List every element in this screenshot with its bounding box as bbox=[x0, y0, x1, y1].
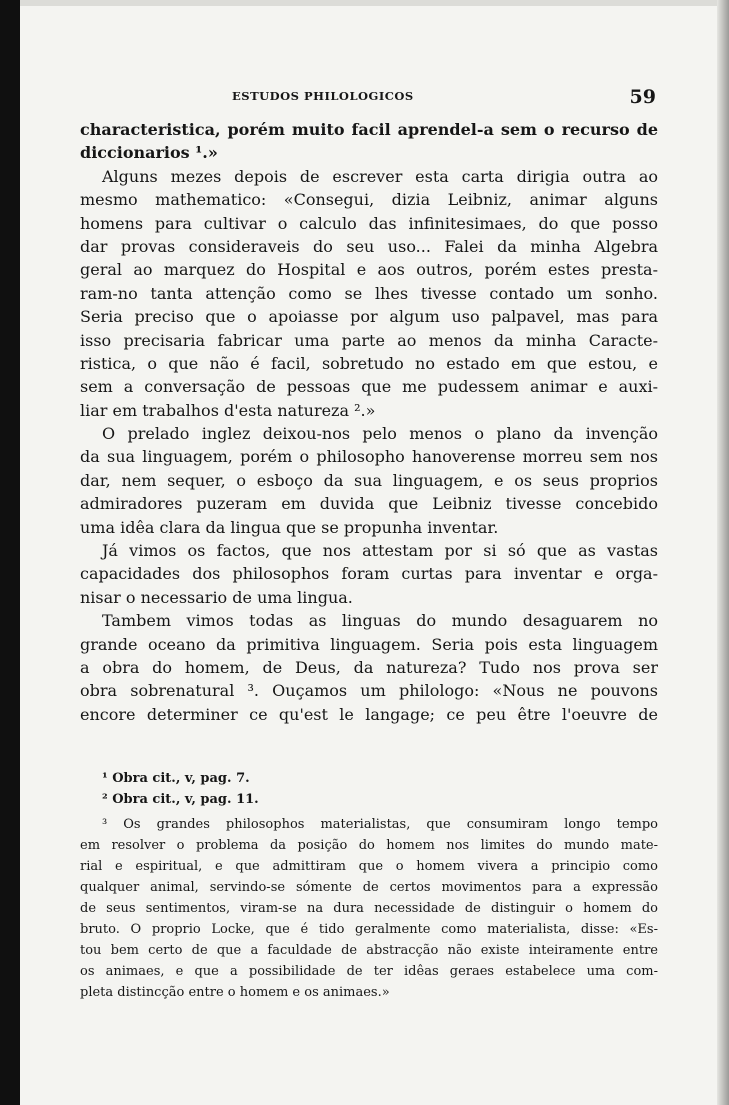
scan-right-border bbox=[717, 0, 729, 1105]
text-line: ram-no tanta attenção como se lhes tivesse contado um sonho. bbox=[80, 283, 658, 303]
text-line: geral ao marquez do Hospital e aos outros, porém estes presta- bbox=[80, 260, 658, 280]
text-line: grande oceano da primitiva linguagem. Seria pois esta linguagem bbox=[80, 634, 658, 654]
text-line: isso precisaria fabricar uma parte ao menos da minha Caracte- bbox=[80, 330, 658, 350]
text-line: Alguns mezes depois de escrever esta carta dirigia outra ao bbox=[102, 166, 658, 186]
footnote-3-line: qualquer animal, servindo-se sómente de certos movimentos para a expressão bbox=[80, 880, 658, 895]
page-number: 59 bbox=[629, 86, 656, 108]
page-header bbox=[80, 86, 658, 108]
text-line: homens para cultivar o calculo das infinitesimaes, do que posso bbox=[80, 213, 658, 233]
footnotes bbox=[80, 768, 658, 1003]
footnote-3-line: ³ Os grandes philosophos materialistas, que consumiram longo tempo bbox=[102, 817, 658, 832]
footnote-3-line: rial e espiritual, e que admittiram que o homem vivera a principio como bbox=[80, 859, 658, 874]
footnote-3-line: em resolver o problema da posição do homem nos limites do mundo mate- bbox=[80, 838, 658, 853]
text-line: Seria preciso que o apoiasse por algum uso palpavel, mas para bbox=[80, 307, 658, 327]
text-line: diccionarios ¹.» bbox=[80, 143, 218, 163]
footnote-3-line: de seus sentimentos, viram-se na dura necessidade de distinguir o homem do bbox=[80, 901, 658, 916]
text-line: characteristica, porém muito facil aprendel-a sem o recurso de bbox=[80, 120, 658, 139]
scan-top-border bbox=[20, 0, 717, 6]
text-line: uma idêa clara da lingua que se propunha inventar. bbox=[80, 517, 499, 537]
footnote-3-line: tou bem certo de que a faculdade de abstracção não existe inteiramente entre bbox=[80, 943, 658, 958]
text-line: nisar o necessario de uma lingua. bbox=[80, 587, 353, 607]
text-line: obra sobrenatural ³. Ouçamos um philologo: «Nous ne pouvons bbox=[80, 681, 658, 701]
text-line: da sua linguagem, porém o philosopho hanoverense morreu sem nos bbox=[80, 447, 658, 467]
text-line: Já vimos os factos, que nos attestam por si só que as vastas bbox=[102, 541, 658, 561]
text-line: sem a conversação de pessoas que me pudessem animar e auxi- bbox=[80, 377, 658, 397]
text-line: Tambem vimos todas as linguas do mundo desaguarem no bbox=[102, 611, 658, 631]
footnote-3-line: pleta distincção entre o homem e os animaes.» bbox=[80, 985, 390, 1000]
scan-left-border bbox=[0, 0, 20, 1105]
text-line: admiradores puzeram em duvida que Leibniz tivesse concebido bbox=[80, 494, 658, 514]
text-line: O prelado inglez deixou-nos pelo menos o plano da invenção bbox=[102, 424, 658, 444]
text-line: capacidades dos philosophos foram curtas para inventar e orga- bbox=[80, 564, 658, 584]
text-line: encore determiner ce qu'est le langage; ce peu être l'oeuvre de bbox=[80, 704, 658, 724]
text-line: dar, nem sequer, o esboço da sua linguagem, e os seus proprios bbox=[80, 470, 658, 490]
body-text bbox=[80, 118, 658, 726]
footnote-3-line: os animaes, e que a possibilidade de ter idêas geraes estabelece uma com- bbox=[80, 964, 658, 979]
text-line: ristica, o que não é facil, sobretudo no estado em que estou, e bbox=[80, 353, 658, 373]
text-line: a obra do homem, de Deus, da natureza? Tudo nos prova ser bbox=[80, 657, 658, 677]
running-title: ESTUDOS PHILOLOGICOS bbox=[232, 89, 414, 103]
text-line: liar em trabalhos d'esta natureza ².» bbox=[80, 400, 376, 420]
footnote-2: ² Obra cit., v, pag. 11. bbox=[102, 792, 259, 807]
text-line: dar provas consideraveis do seu uso... Falei da minha Algebra bbox=[80, 236, 658, 256]
footnote-1: ¹ Obra cit., v, pag. 7. bbox=[102, 771, 250, 786]
text-line: mesmo mathematico: «Consegui, dizia Leibniz, animar alguns bbox=[80, 190, 658, 210]
footnote-3-line: bruto. O proprio Locke, que é tido geralmente como materialista, disse: «Es- bbox=[80, 922, 658, 937]
